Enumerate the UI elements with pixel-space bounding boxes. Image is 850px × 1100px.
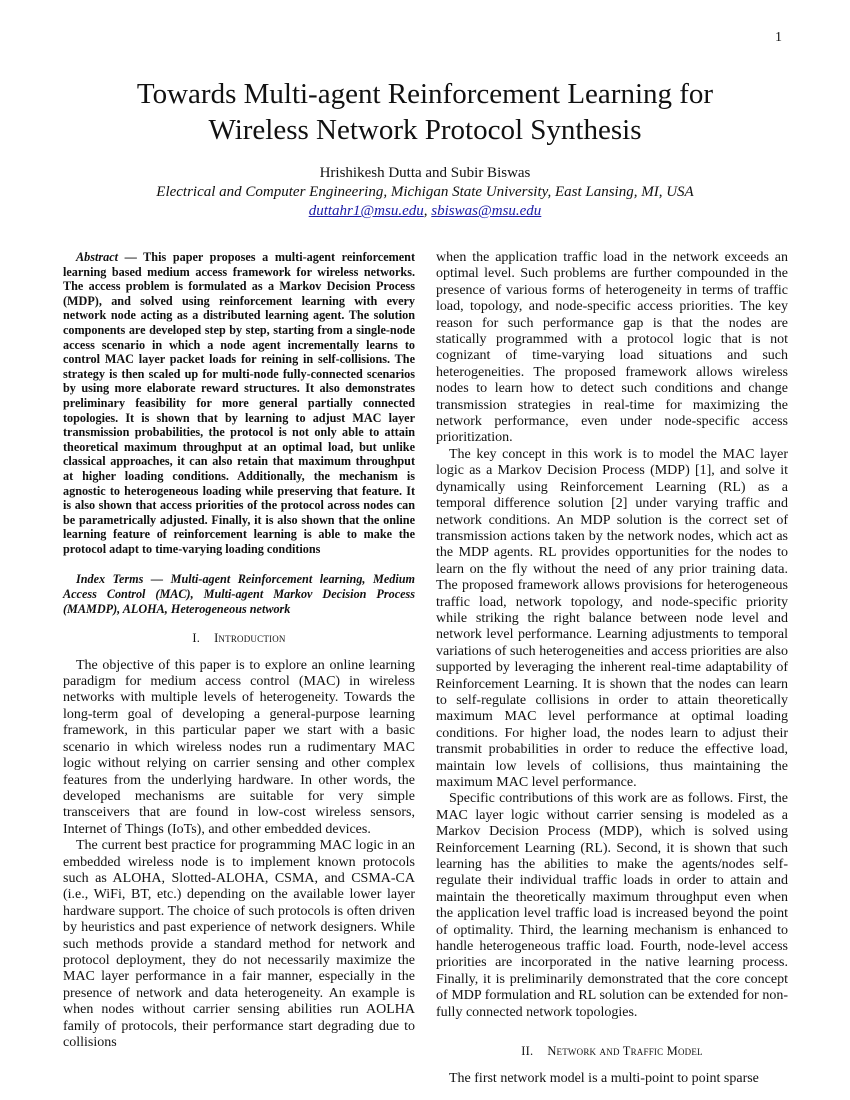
- email-link-dutta[interactable]: duttahr1@msu.edu: [308, 203, 424, 219]
- paper-title: [0, 76, 850, 148]
- abstract-dash: —: [117, 250, 144, 264]
- section-title: Network and Traffic Model: [547, 1044, 703, 1059]
- section-title: Introduction: [214, 631, 286, 646]
- email-link-biswas[interactable]: sbiswas@msu.edu: [431, 203, 542, 219]
- paragraph: The current best practice for programming MAC logic in an embedded wireless node is to implement known protocols such as ALOHA, Slotted-ALOHA, CSMA, and CSMA-CA (i.e., WiFi, BT, etc.) depending on the available lower layer hardware support. The choice of such protocols is often driven by heuristics and past experience of network designers. While such methods provide a standard method for network and protocol deployment, they do not necessarily maximize the MAC layer performance in a fair manner, especially in the presence of network and data heterogeneity. An example is when nodes without carrier sensing abilities run AOLHA family of protocols, their performance start degrading due to collisions: [63, 838, 415, 1050]
- affiliation: Electrical and Computer Engineering, Michigan State University, East Lansing, MI, USA: [156, 184, 694, 200]
- index-terms: Index Terms — Multi-agent Reinforcement learning, Medium Access Control (MAC), Multi-agent Markov Decision Process (MAMDP), ALOHA, Heterogeneous network: [63, 572, 415, 616]
- author-block: [0, 164, 850, 221]
- author-names: Hrishikesh Dutta and Subir Biswas: [319, 165, 531, 181]
- title-line-2: Wireless Network Protocol Synthesis: [208, 114, 642, 146]
- email-separator: ,: [423, 203, 432, 219]
- paragraph: The key concept in this work is to model the MAC layer logic as a Markov Decision Process (MDP) [1], and solve it dynamically using Reinforcement Learning (RL) as a temporal difference solution [2] under varying traffic and network conditions. An MDP solution is the correct set of transmission actions taken by the network nodes, which act as the MDP agents. RL provides opportunities for the nodes to learn on the fly without the need of any prior training data. The proposed framework allows provisions for heterogeneous traffic load, network topology, and node-specific priority while striking the right balance between node level and network level performance. Learning adjustments to temporal variations of such heterogeneities and access priorities are also supported by leveraging the inherent real-time adaptability of Reinforcement Learning. It is shown that the nodes can learn to self-regulate collisions in order to attain theoretically maximum MAC level performance at optimal loading conditions. For higher load, the nodes learn to adjust their transmit probabilities in order to reduce the effective load, maintain low levels of collisions, thus maintaining the maximum MAC level performance.: [436, 446, 788, 790]
- abstract: [63, 250, 415, 556]
- page-number: 1: [775, 30, 782, 45]
- email-line: [0, 202, 850, 221]
- section-number: II.: [521, 1044, 534, 1059]
- section-heading-introduction: [63, 630, 415, 646]
- section-number: I.: [192, 631, 201, 646]
- title-line-1: Towards Multi-agent Reinforcement Learning for: [136, 78, 714, 110]
- left-column: [63, 250, 415, 1051]
- right-column: [436, 250, 788, 1087]
- paragraph: when the application traffic load in the network exceeds an optimal level. Such problems are further compounded in the presence of various forms of heterogeneity in terms of traffic load, topology, and node-specific access priorities. The key reason for such performance gap is that the nodes are statically programmed with a protocol logic that is not cognizant of time-varying load situations and such heterogeneities. The proposed framework allows wireless nodes to learn how to detect such conditions and change transmission strategies in real-time for maximizing the network performance, even under node-specific access prioritization.: [436, 250, 788, 446]
- abstract-label: Abstract: [76, 250, 118, 264]
- paragraph: Specific contributions of this work are as follows. First, the MAC layer logic without carrier sensing is modeled as a Markov Decision Process (MDP), which is solved using Reinforcement Learning (RL). Second, it is shown that such learning has the abilities to make the agents/nodes self-regulate their individual traffic loads in order to attain and maintain the theoretically maximum throughput even when the application level traffic load is increased beyond the point of optimality. Third, the learning mechanism is enhanced to handle heterogeneous traffic load. Fourth, node-level access priorities are incorporated in the native learning process. Finally, it is preliminarily demonstrated that the core concept of MDP formulation and RL solution can be extended for non-fully connected network topologies.: [436, 791, 788, 1020]
- paragraph: The objective of this paper is to explore an online learning paradigm for medium access control (MAC) in wireless networks with multiple levels of heterogeneity. Towards the long-term goal of developing a general-purpose learning framework, in this particular paper we start with a basic scenario in which wireless nodes run a rudimentary MAC logic without relying on carrier sensing and other complex features from the underlying hardware. In other words, the developed mechanisms are suitable for very simple transceivers that are found in low-cost wireless sensors, Internet of Things (IoTs), and other embedded devices.: [63, 657, 415, 837]
- section-heading-network-model: [436, 1043, 788, 1059]
- paragraph: The first network model is a multi-point to point sparse: [449, 1070, 759, 1086]
- abstract-text: This paper proposes a multi-agent reinforcement learning based medium access framework for wireless networks. The access problem is formulated as a Markov Decision Process (MDP), and solved using reinforcement learning with every network node acting as a distributed learning agent. The solution components are developed step by step, starting from a single-node access scenario in which a node agent incrementally learns to control MAC layer packet loads for reining in self-collisions. The strategy is then scaled up for multi-node fully-connected scenarios by using more elaborate reward structures. It also demonstrates preliminary feasibility for more general partially connected topologies. It is shown that by learning to adjust MAC layer transmission probabilities, the protocol is not only able to attain theoretical maximum throughput at an optimal load, but unlike classical approaches, it can also retain that maximum throughput at higher loading conditions. Additionally, the mechanism is agnostic to heterogeneous loading while preserving that feature. It is also shown that access priorities of the protocol across nodes can be parametrically adjusted. Finally, it is also shown that the online learning feature of reinforcement learning is able to make the protocol adapt to time-varying loading conditions: [63, 250, 415, 556]
